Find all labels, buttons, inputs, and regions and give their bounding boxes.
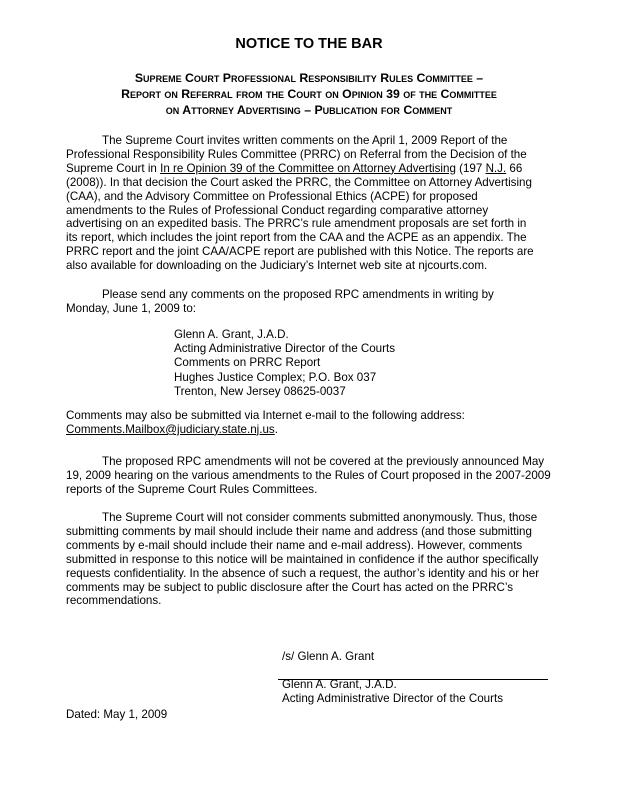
dated: Dated: May 1, 2009 bbox=[66, 708, 168, 721]
paragraph-email: Comments may also be submitted via Internet e-mail to the following address: Comments.Mailbox@judiciary.state.nj.us. bbox=[66, 409, 465, 436]
signature-signed: /s/ Glenn A. Grant bbox=[282, 650, 375, 663]
email-link[interactable]: Comments.Mailbox@judiciary.state.nj.us bbox=[66, 422, 275, 436]
paragraph-anonymity: The Supreme Court will not consider comments submitted anonymously. Thus, those submitting comments by mail should include their name and address (and those submitting comments by e-mail should include their name and e-mail address). However, comments submitted in response to this notice will be maintained in confidence if the author specifically requests confidentiality. In the absence of such a request, the author’s identity and his or her comments may be subject to public disclosure after the Court has acted on the PRRC’s recommendations. bbox=[66, 511, 540, 608]
reporter-citation: N.J. bbox=[485, 161, 507, 175]
paragraph-send-comments: Please send any comments on the proposed RPC amendments in writing by Monday, June 1, 2009 to: bbox=[66, 288, 494, 315]
case-citation: In re Opinion 39 of the Committee on Attorney Advertising bbox=[160, 161, 456, 175]
paragraph-invitation: The Supreme Court invites written comments on the April 1, 2009 Report of the Professional Responsibility Rules Committee (PRRC) on Referral from the Decision of the Supreme Court in In re Opinion 39 of the Committee on Attorney Advertising (197 N.J. 66 (2008)). In that decision the Court asked the PRRC, the Committee on Attorney Advertising (CAA), and the Advisory Committee on Professional Ethics (ACPE) for proposed amendments to the Rules of Professional Conduct regarding comparative attorney advertising on an expedited basis. The PRRC’s rule amendment proposals are set forth in its report, which includes the joint report from the CAA and the ACPE as an appendix. The PRRC report and the joint CAA/ACPE report are published with this Notice. The reports are also available for downloading on the Judiciary’s Internet web site at njcourts.com. bbox=[66, 134, 534, 273]
subtitle-line-3: on Attorney Advertising – Publication for Comment bbox=[165, 103, 453, 117]
signature-title: Acting Administrative Director of the Courts bbox=[282, 692, 504, 705]
subtitle-line-1: Supreme Court Professional Responsibility Rules Committee – bbox=[134, 71, 484, 85]
subtitle-line-2: Report on Referral from the Court on Opinion 39 of the Committee bbox=[121, 87, 497, 101]
signature-name: Glenn A. Grant, J.A.D. bbox=[282, 678, 397, 691]
paragraph-hearing: The proposed RPC amendments will not be covered at the previously announced May 19, 2009 hearing on the various amendments to the Rules of Court proposed in the 2007-2009 reports of the Supreme Court Rules Committees. bbox=[66, 455, 551, 496]
page-title: NOTICE TO THE BAR bbox=[235, 36, 383, 52]
mailing-address: Glenn A. Grant, J.A.D. Acting Administrative Director of the Courts Comments on PRRC Report Hughes Justice Complex; P.O. Box 037 Trenton, New Jersey 08625-0037 bbox=[174, 328, 396, 398]
